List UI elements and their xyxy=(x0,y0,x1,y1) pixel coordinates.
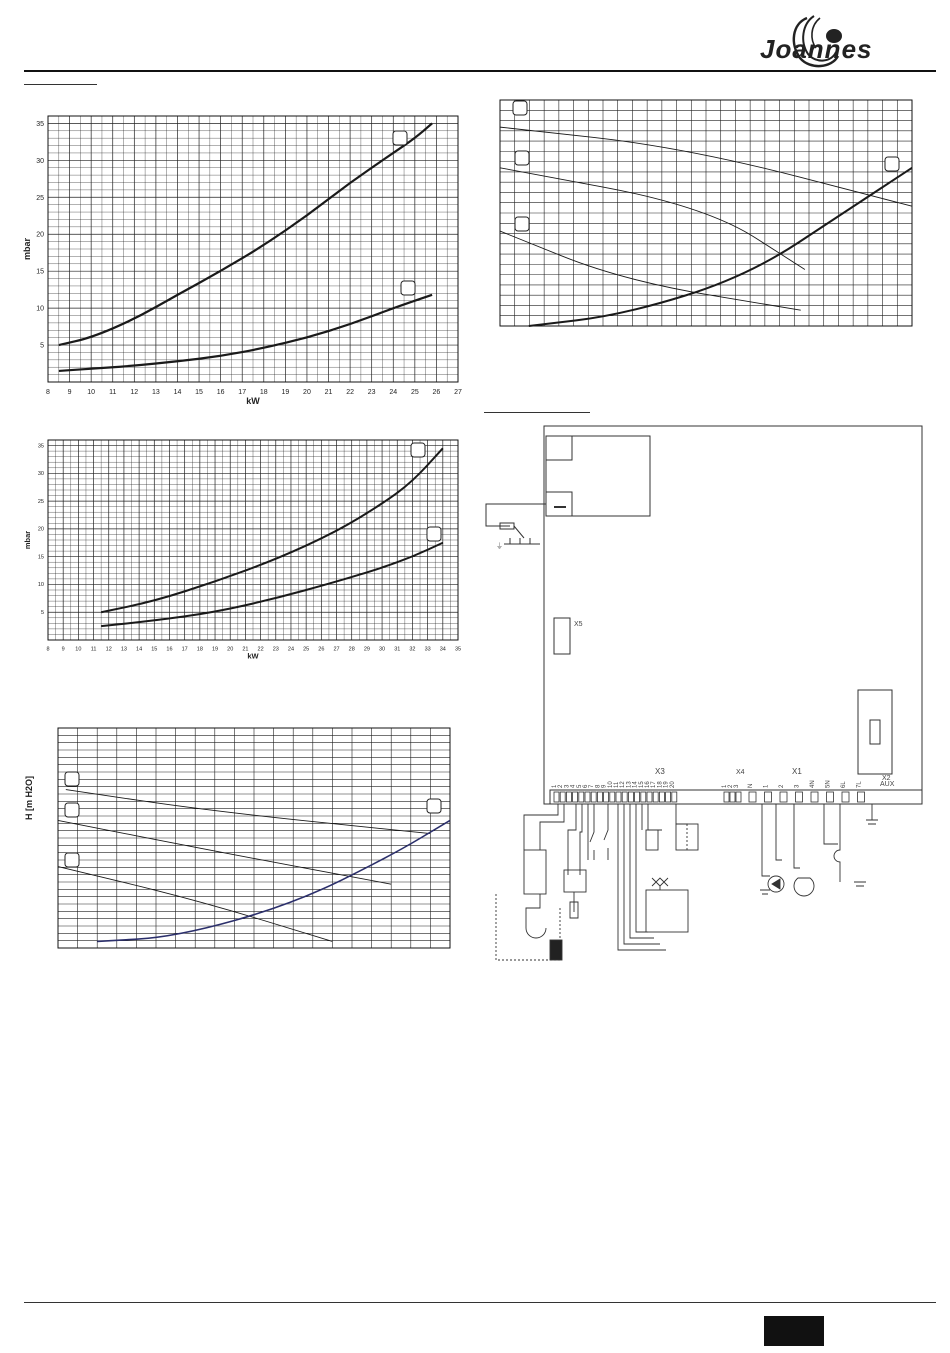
curve-marker-box xyxy=(65,772,79,786)
series-line xyxy=(500,231,801,310)
curve-marker-box xyxy=(65,803,79,817)
x-tick-label: 23 xyxy=(367,389,376,396)
x-tick-label: 26 xyxy=(432,389,441,396)
aux-label: AUX xyxy=(880,781,895,788)
series-line xyxy=(101,448,443,612)
x-axis-label: kW xyxy=(247,651,259,661)
x-tick-label: 22 xyxy=(257,646,264,653)
x3-terminal-label: 6 xyxy=(583,784,589,788)
x-tick-label: 25 xyxy=(303,646,310,653)
terminal-block-left xyxy=(524,850,546,894)
x-tick-label: 30 xyxy=(379,646,386,653)
x1-label: X1 xyxy=(792,767,802,776)
y-axis-label: H [m H2O] xyxy=(24,775,34,821)
x4-terminal xyxy=(730,792,735,802)
page-number-tab xyxy=(764,1316,824,1346)
y-tick-label: 30 xyxy=(36,157,44,165)
curve-marker-box xyxy=(427,799,441,813)
x3-terminal-label: 5 xyxy=(576,784,583,788)
x-tick-label: 8 xyxy=(46,646,50,653)
ignition-module xyxy=(546,436,650,516)
fuse-holder xyxy=(858,690,892,774)
x-tick-label: 9 xyxy=(61,646,65,653)
x4-terminal-label: 3 xyxy=(734,784,740,788)
x3-terminal-label: 2 xyxy=(558,784,565,788)
y-tick-label: 10 xyxy=(36,305,44,313)
x1-terminal xyxy=(858,792,865,802)
x-tick-label: 17 xyxy=(181,646,188,653)
x1-terminal-label: 3 xyxy=(794,784,801,788)
x3-terminal xyxy=(672,792,677,802)
x-tick-label: 12 xyxy=(130,389,139,396)
x1-terminal-label: 4N xyxy=(810,780,816,788)
pump-curve-chart-1 xyxy=(20,724,460,954)
x-tick-label: 19 xyxy=(211,646,219,653)
x-tick-label: 19 xyxy=(281,389,290,396)
x3-terminal-label: 8 xyxy=(595,784,602,788)
x3-terminal xyxy=(622,792,627,802)
control-board-outline xyxy=(544,426,922,804)
x-tick-label: 17 xyxy=(238,389,247,396)
x3-terminal xyxy=(659,792,664,802)
x-tick-label: 24 xyxy=(287,646,295,653)
y-tick-label: 20 xyxy=(36,231,44,239)
y-tick-label: 30 xyxy=(37,471,44,478)
x3-label: X3 xyxy=(655,767,665,776)
y-tick-label: 10 xyxy=(37,582,44,589)
x-tick-label: 20 xyxy=(227,646,234,653)
x3-terminal xyxy=(597,792,602,802)
x3-terminal-label: 3 xyxy=(564,784,571,788)
x3-terminal-label: 16 xyxy=(645,781,651,788)
x-axis-label: kW xyxy=(246,396,260,407)
x-tick-label: 9 xyxy=(67,389,72,396)
x3-terminal xyxy=(560,792,565,802)
x-tick-label: 10 xyxy=(87,389,96,396)
curve-marker-box xyxy=(515,217,529,231)
y-axis-label: mbar xyxy=(22,237,32,261)
x3-terminal xyxy=(585,792,590,802)
x1-terminal xyxy=(796,792,803,802)
header-rule xyxy=(24,70,936,72)
x4-terminal xyxy=(724,792,729,802)
x3-terminal xyxy=(610,792,615,802)
x3-terminal-label: 4 xyxy=(570,784,577,788)
x-tick-label: 20 xyxy=(303,389,311,396)
y-tick-label: 20 xyxy=(37,526,44,533)
x-tick-label: 18 xyxy=(196,646,203,653)
wiring-diagram xyxy=(480,420,930,980)
section-rule-left xyxy=(24,84,97,85)
x1-terminal-label: 1 xyxy=(763,784,770,788)
x3-terminal xyxy=(666,792,671,802)
y-tick-label: 35 xyxy=(37,443,44,450)
x-tick-label: 18 xyxy=(259,389,268,396)
x-tick-label: 11 xyxy=(90,646,97,653)
x1-terminal-label: N xyxy=(748,783,754,788)
y-tick-label: 35 xyxy=(36,120,44,128)
x-tick-label: 15 xyxy=(151,646,158,653)
x-tick-label: 15 xyxy=(195,389,203,396)
x-tick-label: 14 xyxy=(136,646,143,653)
x5-connector xyxy=(554,618,570,654)
gas-valve xyxy=(646,890,688,932)
gas-pressure-chart-2 xyxy=(20,432,470,664)
sensor-icon xyxy=(550,940,562,960)
x1-terminal xyxy=(765,792,772,802)
y-tick-label: 15 xyxy=(36,268,44,276)
x-tick-label: 31 xyxy=(394,646,401,653)
x3-terminal xyxy=(653,792,658,802)
x3-terminal xyxy=(641,792,646,802)
x3-terminal xyxy=(647,792,652,802)
y-tick-label: 15 xyxy=(37,554,44,561)
curve-marker-box xyxy=(393,131,407,145)
x-tick-label: 28 xyxy=(348,646,355,653)
x-tick-label: 33 xyxy=(424,646,431,653)
x-tick-label: 22 xyxy=(346,389,355,396)
x3-terminal-label: 13 xyxy=(626,781,633,788)
x-tick-label: 29 xyxy=(363,646,370,653)
x1-terminal-label: 6L xyxy=(841,781,847,788)
curve-marker-box xyxy=(427,527,441,541)
curve-marker-box xyxy=(401,281,415,295)
x-tick-label: 26 xyxy=(318,646,325,653)
x3-terminal-label: 12 xyxy=(620,781,627,788)
chart-grid xyxy=(48,116,458,382)
x4-terminal-label: 1 xyxy=(722,784,728,788)
x-tick-label: 16 xyxy=(216,389,225,396)
x1-terminal xyxy=(749,792,756,802)
x-tick-label: 21 xyxy=(242,646,249,653)
relay-1 xyxy=(646,830,658,850)
footer-rule xyxy=(24,1302,936,1303)
x3-terminal xyxy=(635,792,640,802)
x-tick-label: 25 xyxy=(410,389,419,396)
curve-marker-box xyxy=(65,853,79,867)
x1-terminal-label: 7L xyxy=(856,781,863,788)
x3-terminal-label: 1 xyxy=(552,784,558,788)
pump-curve-chart-2 xyxy=(490,94,920,334)
x-tick-label: 10 xyxy=(75,646,82,653)
curve-marker-box xyxy=(513,101,527,115)
y-axis-label: mbar xyxy=(23,530,32,550)
x-tick-label: 32 xyxy=(409,646,416,653)
curve-marker-box xyxy=(411,443,425,457)
y-tick-label: 25 xyxy=(37,498,44,505)
x-tick-label: 11 xyxy=(109,389,117,396)
x-tick-label: 23 xyxy=(272,646,279,653)
gas-pressure-chart-1 xyxy=(20,108,470,413)
x3-terminal xyxy=(566,792,571,802)
x1-terminal xyxy=(780,792,787,802)
x1-terminal xyxy=(811,792,818,802)
y-tick-label: 25 xyxy=(36,194,44,202)
x-tick-label: 27 xyxy=(333,646,340,653)
x3-terminal xyxy=(616,792,621,802)
x4-terminal-label: 2 xyxy=(728,784,734,788)
x-tick-label: 16 xyxy=(166,646,173,653)
svg-text:⏚: ⏚ xyxy=(496,543,503,550)
x4-terminal xyxy=(736,792,741,802)
y-tick-label: 5 xyxy=(40,342,44,350)
series-line xyxy=(66,790,431,834)
fan-icon xyxy=(794,878,814,896)
x-tick-label: 12 xyxy=(105,646,112,653)
brand-logo xyxy=(752,14,924,70)
curve-marker-box xyxy=(885,157,899,171)
x3-terminal xyxy=(573,792,578,802)
x1-terminal-label: 5N xyxy=(825,780,832,788)
x3-terminal-label: 10 xyxy=(607,781,614,788)
terminal-block-mid xyxy=(564,870,586,892)
x-tick-label: 13 xyxy=(120,646,127,653)
x-tick-label: 8 xyxy=(46,389,50,396)
x-tick-label: 27 xyxy=(454,389,462,396)
y-tick-label: 5 xyxy=(40,609,44,616)
x-tick-label: 24 xyxy=(389,389,398,396)
x3-terminal xyxy=(628,792,633,802)
x3-terminal-label: 18 xyxy=(657,781,664,788)
x3-terminal-label: 7 xyxy=(589,784,596,788)
x3-terminal-label: 17 xyxy=(651,781,658,788)
x-tick-label: 35 xyxy=(454,646,462,653)
x-tick-label: 14 xyxy=(173,389,182,396)
brand-name: Joannes xyxy=(760,34,873,64)
x4-label: X4 xyxy=(736,769,745,776)
x1-terminal xyxy=(827,792,834,802)
x-tick-label: 21 xyxy=(324,389,333,396)
x3-terminal xyxy=(554,792,559,802)
x3-terminal-label: 19 xyxy=(663,781,670,788)
x1-terminal xyxy=(842,792,849,802)
x-tick-label: 13 xyxy=(151,389,160,396)
x3-terminal-label: 11 xyxy=(614,781,620,788)
series-line xyxy=(59,295,432,371)
x2-label: X2 xyxy=(882,775,891,782)
x3-terminal xyxy=(604,792,609,802)
section-rule-right xyxy=(484,412,590,413)
x3-terminal-label: 14 xyxy=(632,781,639,788)
curve-marker-box xyxy=(515,151,529,165)
x-tick-label: 34 xyxy=(439,646,446,653)
x1-terminal-label: 2 xyxy=(779,784,785,788)
x3-terminal-label: 9 xyxy=(601,784,608,788)
x5-label: X5 xyxy=(574,621,583,628)
x3-terminal-label: 15 xyxy=(638,781,645,788)
x3-terminal-label: 20 xyxy=(669,781,676,788)
x3-terminal xyxy=(579,792,584,802)
x3-terminal xyxy=(591,792,596,802)
